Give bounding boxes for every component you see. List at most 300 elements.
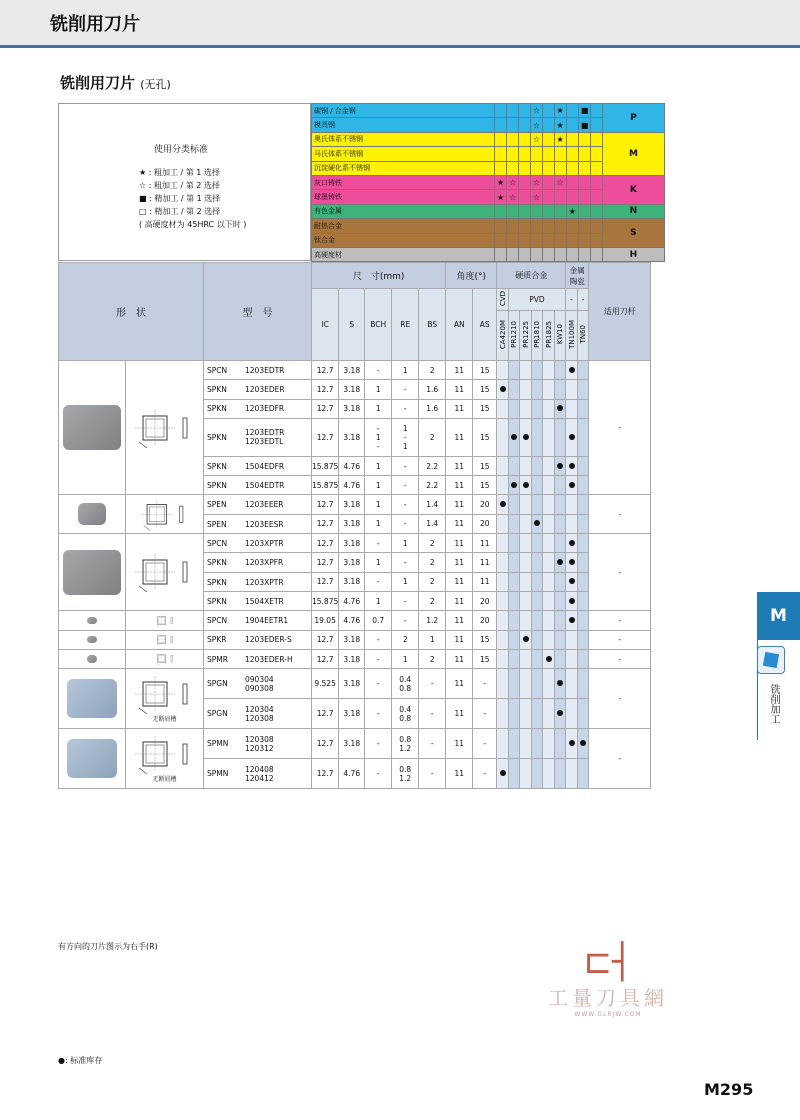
material-row	[312, 104, 665, 118]
table-row	[59, 649, 651, 668]
suitability-mark	[543, 204, 555, 218]
model-code: 120304 120308	[245, 704, 274, 723]
suitability-mark: ☆	[507, 190, 519, 204]
insert-dimension-drawing	[126, 534, 204, 611]
watermark-name: 工量刀具網	[548, 986, 668, 1010]
suitability-mark	[519, 118, 531, 132]
col-as: AS	[473, 289, 497, 361]
col-carbide-header: 硬质合金	[497, 263, 566, 289]
suitability-mark	[519, 247, 531, 261]
side-tab-label: 铣削加工	[768, 684, 779, 724]
page-number: M295	[704, 1080, 754, 1099]
insert-dimension-drawing	[126, 630, 204, 649]
stock-dot	[523, 482, 529, 488]
stock-dot	[569, 540, 575, 546]
grade-cell-kw10	[554, 630, 566, 649]
grade-cell-tn60	[577, 534, 589, 553]
dim-bch: 1	[365, 495, 392, 514]
grade-cell-pr1210	[508, 361, 520, 380]
grade-cell-kw10	[554, 553, 566, 572]
suitability-mark	[495, 233, 507, 247]
model-code: 120408 120412	[245, 764, 274, 783]
holder-cell: -	[589, 669, 651, 729]
grade-cell-ca420m	[497, 361, 509, 380]
model-cell	[204, 456, 312, 475]
suitability-mark	[543, 190, 555, 204]
model-code: 1904EETR1	[245, 616, 289, 626]
dim-as: -	[473, 759, 497, 789]
dim-re: 2	[392, 630, 419, 649]
insert-table	[58, 262, 651, 789]
grade-cell-kw10	[554, 380, 566, 399]
grade-cell-pr1225	[520, 611, 532, 630]
material-row	[312, 247, 665, 261]
grade-cell-pr1210	[508, 591, 520, 610]
grade-cell-tn100m	[566, 759, 578, 789]
model-code: 1203EDFR	[245, 404, 285, 414]
dim-s: 3.18	[339, 630, 365, 649]
grade-cell-pr1210	[508, 418, 520, 456]
grade-ca420m: CA420M	[497, 311, 509, 361]
dim-ic: 12.7	[312, 630, 339, 649]
suitability-mark	[543, 147, 555, 161]
dim-re: -	[392, 611, 419, 630]
dim-re: 1	[392, 572, 419, 591]
dim-bs: 1.4	[419, 495, 446, 514]
grade-cell-tn100m	[566, 476, 578, 495]
model-code: 1203XPTR	[245, 538, 284, 548]
dim-as: -	[473, 729, 497, 759]
grade-cell-pr1225	[520, 476, 532, 495]
suitability-mark	[519, 104, 531, 118]
suitability-mark	[591, 161, 603, 175]
grade-cell-pr1210	[508, 669, 520, 699]
grade-cell-kw10	[554, 399, 566, 418]
suitability-mark	[530, 247, 542, 261]
iso-group-k: K	[602, 175, 664, 204]
dim-bs: 2.2	[419, 456, 446, 475]
grade-pr1810: PR1810	[531, 311, 543, 361]
suitability-mark	[519, 147, 531, 161]
stock-dot	[511, 434, 517, 440]
grade-cell-pr1210	[508, 630, 520, 649]
dim-bch: -	[365, 361, 392, 380]
suitability-mark	[591, 233, 603, 247]
model-cell	[204, 572, 312, 591]
holder-cell: -	[589, 649, 651, 668]
suitability-mark	[530, 147, 542, 161]
dim-bs: 2	[419, 649, 446, 668]
suitability-mark	[566, 190, 578, 204]
material-name: 奥氏体系不锈钢	[312, 132, 495, 146]
col-angle-header: 角度(°)	[446, 263, 497, 289]
insert-drawing	[131, 408, 199, 448]
suitability-mark	[519, 233, 531, 247]
dim-an: 11	[446, 476, 473, 495]
grade-cell-pr1810	[531, 572, 543, 591]
grade-cell-pr1825	[543, 759, 555, 789]
insert-caption: 无断屑槽	[152, 716, 177, 724]
suitability-mark	[507, 204, 519, 218]
table-row	[59, 495, 651, 514]
dim-as: 20	[473, 591, 497, 610]
grade-cell-tn100m	[566, 534, 578, 553]
suitability-mark	[591, 132, 603, 146]
grade-cell-kw10	[554, 476, 566, 495]
holder-cell: -	[589, 611, 651, 630]
grade-cell-pr1825	[543, 534, 555, 553]
grade-cell-pr1810	[531, 729, 543, 759]
col-bch: BCH	[365, 289, 392, 361]
model-code: 1203EDER	[245, 385, 285, 395]
suitability-mark: ★	[554, 132, 566, 146]
holder-cell: -	[589, 630, 651, 649]
grade-cell-pr1210	[508, 572, 520, 591]
stock-dot	[569, 434, 575, 440]
suitability-mark	[507, 147, 519, 161]
holder-cell: -	[589, 361, 651, 495]
suitability-mark	[578, 247, 591, 261]
grade-cell-tn60	[577, 514, 589, 533]
grade-cell-pr1810	[531, 669, 543, 699]
insert-drawing	[131, 633, 199, 646]
model-code: 1203XPFR	[245, 558, 284, 568]
legend-item: ★ : 粗加工 / 第 1 选择	[139, 168, 220, 177]
grade-cell-ca420m	[497, 729, 509, 759]
table-row	[59, 534, 651, 553]
suitability-mark	[578, 175, 591, 189]
suitability-mark	[495, 118, 507, 132]
stock-dot	[569, 559, 575, 565]
model-cell	[204, 380, 312, 399]
grade-cell-pr1825	[543, 699, 555, 729]
insert-photo	[59, 495, 126, 534]
suitability-mark	[578, 219, 591, 233]
col-pvd-header: PVD	[508, 289, 566, 311]
grade-cell-pr1210	[508, 456, 520, 475]
dim-re: 0.4 0.8	[392, 699, 419, 729]
grade-kw10: KW10	[554, 311, 566, 361]
material-name: 灰口铸铁	[312, 175, 495, 189]
model-code: 1203EDER-H	[245, 654, 293, 664]
dim-an: 11	[446, 729, 473, 759]
grade-cell-pr1825	[543, 418, 555, 456]
stock-dot	[569, 463, 575, 469]
grade-cell-pr1810	[531, 759, 543, 789]
grade-cell-pr1210	[508, 399, 520, 418]
grade-cell-tn60	[577, 649, 589, 668]
dim-re: -	[392, 495, 419, 514]
grade-cell-pr1210	[508, 495, 520, 514]
suitability-mark	[507, 132, 519, 146]
stock-dot	[546, 656, 552, 662]
model-prefix: SPKN	[207, 558, 227, 568]
dim-ic: 15.875	[312, 476, 339, 495]
insert-drawing	[131, 614, 199, 627]
insert-photo-icon	[87, 655, 96, 662]
stock-dot	[569, 482, 575, 488]
grade-cell-tn100m	[566, 572, 578, 591]
material-row	[312, 132, 665, 146]
grade-cell-pr1210	[508, 649, 520, 668]
dim-ic: 12.7	[312, 361, 339, 380]
header-bar	[0, 0, 800, 48]
model-cell	[204, 669, 312, 699]
suitability-mark	[554, 147, 566, 161]
grade-cell-kw10	[554, 699, 566, 729]
dim-s: 4.76	[339, 476, 365, 495]
page-title-main: 铣削用刀片	[60, 74, 136, 92]
grade-cell-pr1225	[520, 380, 532, 399]
insert-photo	[59, 534, 126, 611]
dim-re: -	[392, 456, 419, 475]
side-tab-letter[interactable]: M	[757, 592, 800, 640]
dim-an: 11	[446, 380, 473, 399]
model-code: 1203EDTR	[245, 365, 285, 375]
grade-cell-pr1810	[531, 630, 543, 649]
dim-bs: 2	[419, 553, 446, 572]
model-prefix: SPMR	[207, 654, 228, 664]
dim-s: 3.18	[339, 649, 365, 668]
suitability-mark	[507, 247, 519, 261]
grade-cell-kw10	[554, 649, 566, 668]
col-dimensions-header: 尺 寸(mm)	[312, 263, 446, 289]
grade-cell-pr1210	[508, 553, 520, 572]
holder-cell: -	[589, 729, 651, 789]
watermark-url: WWW.GLRJW.COM	[574, 1011, 642, 1018]
dim-s: 3.18	[339, 669, 365, 699]
dim-ic: 9.525	[312, 669, 339, 699]
grade-cell-pr1810	[531, 611, 543, 630]
page-title-sub: (无孔)	[140, 78, 171, 91]
suitability-mark: ☆	[530, 175, 542, 189]
grade-cell-tn60	[577, 669, 589, 699]
suitability-mark	[591, 147, 603, 161]
milling-icon	[757, 646, 785, 674]
dim-ic: 12.7	[312, 534, 339, 553]
suitability-mark: ☆	[530, 104, 542, 118]
suitability-mark	[519, 219, 531, 233]
stock-dot	[500, 501, 506, 507]
dim-bs: -	[419, 759, 446, 789]
dim-bs: 2	[419, 591, 446, 610]
grade-cell-ca420m	[497, 476, 509, 495]
dim-re: -	[392, 553, 419, 572]
grade-cell-pr1810	[531, 553, 543, 572]
stock-dot	[569, 367, 575, 373]
model-code: 1504EDTR	[245, 481, 285, 491]
dim-as: 20	[473, 611, 497, 630]
grade-cell-tn100m	[566, 729, 578, 759]
material-name: 耐热合金	[312, 219, 495, 233]
grade-cell-tn60	[577, 729, 589, 759]
header-row	[59, 263, 651, 289]
suitability-mark: ★	[495, 175, 507, 189]
dim-as: 11	[473, 572, 497, 591]
dim-s: 3.18	[339, 553, 365, 572]
col-re: RE	[392, 289, 419, 361]
grade-cell-pr1825	[543, 361, 555, 380]
insert-photo-icon	[67, 679, 117, 718]
material-row	[312, 175, 665, 189]
col-s: S	[339, 289, 365, 361]
insert-dimension-drawing	[126, 669, 204, 729]
model-prefix: SPKN	[207, 385, 227, 395]
grade-cell-tn60	[577, 591, 589, 610]
grade-cell-pr1225	[520, 418, 532, 456]
dim-s: 4.76	[339, 759, 365, 789]
grade-cell-pr1225	[520, 591, 532, 610]
model-cell	[204, 399, 312, 418]
dim-bch: -	[365, 669, 392, 699]
stock-dot	[580, 740, 586, 746]
grade-cell-ca420m	[497, 514, 509, 533]
grade-cell-ca420m	[497, 759, 509, 789]
standard-label: 使用分类标准	[154, 145, 209, 155]
dim-an: 11	[446, 514, 473, 533]
model-cell	[204, 553, 312, 572]
dim-bch: -	[365, 630, 392, 649]
grade-cell-kw10	[554, 514, 566, 533]
dim-as: 15	[473, 456, 497, 475]
grade-cell-ca420m	[497, 611, 509, 630]
model-code: 1203EESR	[245, 519, 284, 529]
suitability-mark	[591, 104, 603, 118]
grade-cell-pr1225	[520, 553, 532, 572]
suitability-mark	[543, 233, 555, 247]
grade-cell-pr1810	[531, 495, 543, 514]
stock-note: ●: 标准库存	[58, 1056, 103, 1065]
grade-cell-kw10	[554, 759, 566, 789]
dim-ic: 12.7	[312, 495, 339, 514]
stock-dot	[511, 482, 517, 488]
col-shape-header: 形 状	[59, 263, 204, 361]
dim-re: 1 - 1	[392, 418, 419, 456]
dim-ic: 12.7	[312, 418, 339, 456]
dim-bch: -	[365, 572, 392, 591]
suitability-mark	[578, 233, 591, 247]
grade-cell-kw10	[554, 669, 566, 699]
grade-cell-tn100m	[566, 399, 578, 418]
suitability-mark	[578, 204, 591, 218]
grade-cell-tn100m	[566, 669, 578, 699]
model-prefix: SPKR	[207, 635, 227, 645]
model-cell	[204, 476, 312, 495]
grade-cell-kw10	[554, 456, 566, 475]
col-an: AN	[446, 289, 473, 361]
grade-cell-pr1210	[508, 534, 520, 553]
dim-as: 11	[473, 534, 497, 553]
insert-dimension-drawing	[126, 495, 204, 534]
grade-cell-pr1825	[543, 514, 555, 533]
dim-ic: 12.7	[312, 699, 339, 729]
dim-bch: -	[365, 699, 392, 729]
grade-cell-kw10	[554, 591, 566, 610]
grade-cell-tn100m	[566, 418, 578, 456]
dim-bs: 2	[419, 572, 446, 591]
section-title: 铣削用刀片	[50, 14, 140, 35]
grade-tn60: TN60	[577, 311, 589, 361]
dim-an: 11	[446, 699, 473, 729]
dim-s: 3.18	[339, 380, 365, 399]
model-cell	[204, 495, 312, 514]
col-holder-header: 适用刀杆	[589, 263, 651, 361]
grade-cell-pr1825	[543, 476, 555, 495]
grade-cell-pr1810	[531, 514, 543, 533]
dim-an: 11	[446, 399, 473, 418]
grade-cell-tn60	[577, 699, 589, 729]
suitability-mark: ★	[495, 190, 507, 204]
dim-re: -	[392, 380, 419, 399]
dim-bch: - 1 -	[365, 418, 392, 456]
suitability-mark	[530, 233, 542, 247]
dim-bs: 1.6	[419, 380, 446, 399]
suitability-mark	[578, 147, 591, 161]
insert-photo-icon	[67, 739, 117, 778]
stock-dot	[557, 405, 563, 411]
grade-cell-pr1825	[543, 456, 555, 475]
grade-pr1225: PR1225	[520, 311, 532, 361]
insert-drawing	[131, 674, 199, 714]
grade-cell-pr1225	[520, 572, 532, 591]
dim-an: 11	[446, 611, 473, 630]
dim-s: 3.18	[339, 572, 365, 591]
dim-an: 11	[446, 418, 473, 456]
grade-cell-ca420m	[497, 495, 509, 514]
model-prefix: SPGN	[207, 679, 228, 689]
suitability-mark	[554, 247, 566, 261]
suitability-mark	[507, 219, 519, 233]
suitability-mark	[495, 247, 507, 261]
grade-cell-tn60	[577, 495, 589, 514]
model-cell	[204, 534, 312, 553]
grade-cell-ca420m	[497, 649, 509, 668]
grade-cell-tn60	[577, 476, 589, 495]
stock-dot	[569, 617, 575, 623]
grade-cell-tn100m	[566, 553, 578, 572]
col-cvd-header: CVD	[497, 289, 509, 311]
grade-cell-pr1825	[543, 380, 555, 399]
legend-item: ■ : 精加工 / 第 1 选择	[139, 194, 221, 203]
model-prefix: SPCN	[207, 538, 228, 548]
dim-as: 15	[473, 361, 497, 380]
dim-an: 11	[446, 572, 473, 591]
dim-bch: -	[365, 729, 392, 759]
dim-an: 11	[446, 649, 473, 668]
dim-as: 15	[473, 418, 497, 456]
iso-group-s: S	[602, 219, 664, 248]
watermark-mark-icon: ⊏┤	[583, 942, 633, 982]
suitability-mark	[566, 118, 578, 132]
dim-re: -	[392, 591, 419, 610]
suitability-mark: ★	[554, 104, 566, 118]
legend-list	[139, 166, 246, 231]
dim-bch: 1	[365, 591, 392, 610]
dim-as: 20	[473, 495, 497, 514]
dim-bs: 2.2	[419, 476, 446, 495]
iso-group-n: N	[602, 204, 664, 218]
model-prefix: SPCN	[207, 616, 228, 626]
grade-cell-pr1825	[543, 649, 555, 668]
suitability-mark	[566, 104, 578, 118]
dim-s: 3.18	[339, 399, 365, 418]
table-row	[59, 630, 651, 649]
grade-cell-ca420m	[497, 572, 509, 591]
grade-cell-kw10	[554, 611, 566, 630]
grade-cell-pr1810	[531, 361, 543, 380]
page-title	[60, 72, 171, 93]
col-dash-header: -	[577, 289, 589, 311]
